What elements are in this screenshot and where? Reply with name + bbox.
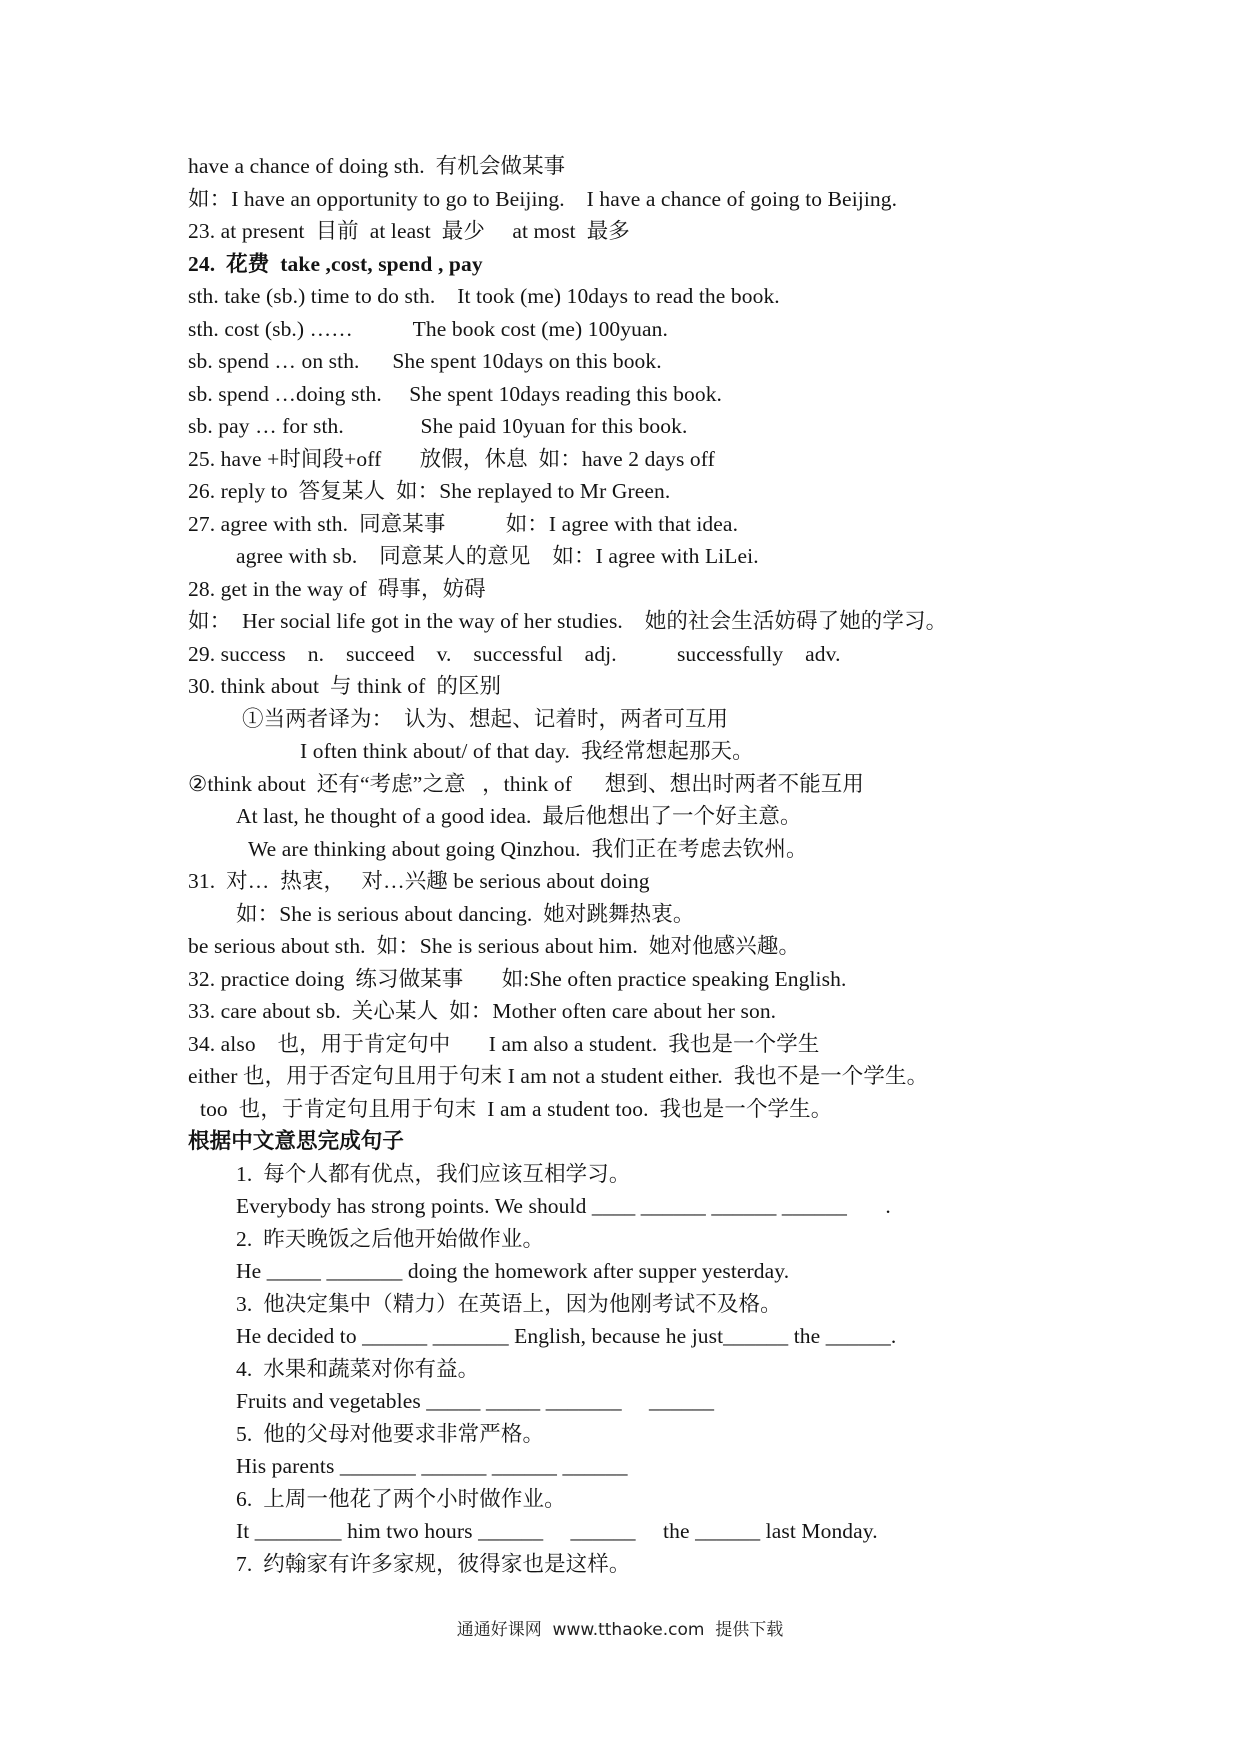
text-line: 6. 上周一他花了两个小时做作业。 bbox=[236, 1486, 566, 1511]
text-line: agree with sb. 同意某人的意见 如：I agree with LiLei. bbox=[236, 544, 759, 568]
text-line: sb. pay … for sth. She paid 10yuan for this book. bbox=[188, 414, 688, 438]
text-line: We are thinking about going Qinzhou. 我们正在考虑去钦州。 bbox=[248, 836, 808, 861]
text-line: 4. 水果和蔬菜对你有益。 bbox=[236, 1356, 480, 1381]
text-line: either 也，用于否定句且用于句末 I am not a student either. 我也不是一个学生。 bbox=[188, 1064, 929, 1088]
section-heading: 根据中文意思完成句子 bbox=[188, 1129, 405, 1153]
text-line: 23. at present 目前 at least 最少 at most 最多 bbox=[188, 219, 630, 243]
text-line: Everybody has strong points. We should ____ ______ ______ ______ . bbox=[236, 1194, 891, 1218]
text-line: have a chance of doing sth. 有机会做某事 bbox=[188, 154, 566, 178]
text-line: ②think about 还有“考虑”之意 ，think of 想到、想出时两者不能互用 bbox=[188, 771, 865, 796]
text-line: sb. spend …doing sth. She spent 10days reading this book. bbox=[188, 381, 723, 406]
text-line: 26. reply to 答复某人 如：She replayed to Mr Green. bbox=[188, 479, 671, 503]
text-line: 5. 他的父母对他要求非常严格。 bbox=[236, 1421, 545, 1446]
text-line: 29. success n. succeed v. successful adj. successfully adv. bbox=[188, 641, 841, 666]
text-line: He _____ _______ doing the homework after supper yesterday. bbox=[236, 1259, 790, 1283]
text-line: It ________ him two hours ______ ______ the ______ last Monday. bbox=[236, 1519, 878, 1543]
text-line: 30. think about 与 think of 的区别 bbox=[188, 674, 502, 698]
text-line: Fruits and vegetables _____ _____ _______ ______ bbox=[236, 1389, 715, 1413]
text-line: I often think about/ of that day. 我经常想起那天。 bbox=[300, 739, 754, 763]
text-line: 3. 他决定集中（精力）在英语上，因为他刚考试不及格。 bbox=[236, 1291, 782, 1316]
text-line: sth. cost (sb.) …… The book cost (me) 100yuan. bbox=[188, 316, 668, 341]
text-line: 如：I have an opportunity to go to Beijing. I have a chance of going to Beijing. bbox=[188, 186, 898, 211]
section-heading: 24. 花费 take ,cost, spend , pay bbox=[188, 251, 483, 276]
text-line: 7. 约翰家有许多家规，彼得家也是这样。 bbox=[236, 1551, 631, 1576]
text-line: 33. care about sb. 关心某人 如：Mother often care about her son. bbox=[188, 999, 777, 1023]
text-line: sb. spend … on sth. She spent 10days on this book. bbox=[188, 349, 662, 373]
text-line: 32. practice doing 练习做某事 如:She often practice speaking English. bbox=[188, 966, 847, 991]
text-line: 如： Her social life got in the way of her studies. 她的社会生活妨碍了她的学习。 bbox=[188, 609, 948, 633]
page-footer: 通通好课网 www.tthaoke.com 提供下载 bbox=[456, 1620, 784, 1640]
text-line: 34. also 也，用于肯定句中 I am also a student. 我也是一个学生 bbox=[188, 1031, 820, 1056]
text-line: He decided to ______ _______ English, because he just______ the ______. bbox=[236, 1324, 897, 1348]
text-line: 31. 对… 热衷， 对…兴趣 be serious about doing bbox=[188, 869, 650, 893]
text-line: At last, he thought of a good idea. 最后他想出了一个好主意。 bbox=[236, 804, 802, 828]
document-body bbox=[188, 150, 1088, 1580]
text-line: 1. 每个人都有优点，我们应该互相学习。 bbox=[236, 1161, 631, 1186]
text-line: 如：She is serious about dancing. 她对跳舞热衷。 bbox=[236, 901, 695, 926]
text-line: too 也，于肯定句且用于句末 I am a student too. 我也是一个学生。 bbox=[200, 1096, 833, 1121]
text-line: 2. 昨天晚饭之后他开始做作业。 bbox=[236, 1226, 545, 1251]
text-line: His parents _______ ______ ______ ______ bbox=[236, 1454, 628, 1478]
text-line: 27. agree with sth. 同意某事 如：I agree with that idea. bbox=[188, 511, 739, 536]
text-line: ①当两者译为： 认为、想起、记着时，两者可互用 bbox=[242, 706, 729, 731]
text-line: 25. have +时间段+off 放假，休息 如：have 2 days off bbox=[188, 446, 715, 471]
text-line: 28. get in the way of 碍事，妨碍 bbox=[188, 576, 486, 601]
text-line: be serious about sth. 如：She is serious about him. 她对他感兴趣。 bbox=[188, 934, 801, 958]
text-line: sth. take (sb.) time to do sth. It took (me) 10days to read the book. bbox=[188, 284, 780, 308]
